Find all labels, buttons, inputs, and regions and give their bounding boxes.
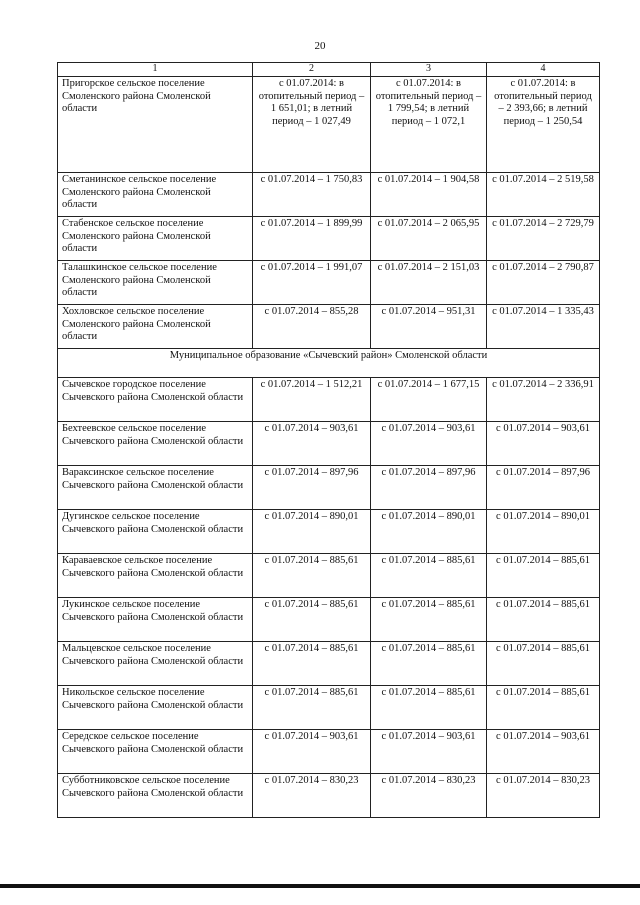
bottom-rule [0,884,640,888]
tariff-cell-col4: с 01.07.2014 – 903,61 [487,730,600,774]
tariff-cell-col2: с 01.07.2014 – 903,61 [253,422,371,466]
tariff-cell-col4: с 01.07.2014 – 885,61 [487,554,600,598]
tariff-cell-col4: с 01.07.2014 – 2 336,91 [487,378,600,422]
table-row [58,261,600,305]
tariff-cell-col3: с 01.07.2014 – 897,96 [371,466,487,510]
settlement-name-cell: Стабенское сельское поселение Смоленского района Смоленской области [58,217,253,261]
settlement-name-cell: Вараксинское сельское поселение Сычевского района Смоленской области [58,466,253,510]
column-header-3: 3 [371,63,487,77]
tariff-cell-col3: с 01.07.2014 – 890,01 [371,510,487,554]
settlement-name-cell: Середское сельское поселение Сычевского района Смоленской области [58,730,253,774]
table-row [58,466,600,510]
tariff-cell-col4: с 01.07.2014 – 903,61 [487,422,600,466]
table-row [58,598,600,642]
settlement-name-cell: Никольское сельское поселение Сычевского района Смоленской области [58,686,253,730]
settlement-name-cell: Субботниковское сельское поселение Сычевского района Смоленской области [58,774,253,818]
tariff-cell-col3: с 01.07.2014 – 903,61 [371,730,487,774]
table-row [58,217,600,261]
table-row [58,642,600,686]
tariff-cell-col4: с 01.07.2014 – 885,61 [487,642,600,686]
settlement-name-cell: Караваевское сельское поселение Сычевского района Смоленской области [58,554,253,598]
tariff-cell-col4: с 01.07.2014 – 897,96 [487,466,600,510]
tariff-cell-col2: с 01.07.2014 – 1 991,07 [253,261,371,305]
settlement-name-cell: Мальцевское сельское поселение Сычевского района Смоленской области [58,642,253,686]
settlement-name-cell: Хохловское сельское поселение Смоленского района Смоленской области [58,305,253,349]
tariff-cell-col4: с 01.07.2014 – 885,61 [487,598,600,642]
table-row [58,378,600,422]
tariff-cell-col4: с 01.07.2014 – 2 790,87 [487,261,600,305]
tariff-cell-col3: с 01.07.2014 – 885,61 [371,686,487,730]
tariff-cell-col3: с 01.07.2014 – 885,61 [371,554,487,598]
tariff-cell-col3: с 01.07.2014: в отопительный период – 1 799,54; в летний период – 1 072,1 [371,77,487,173]
page-number: 20 [314,40,326,52]
table-body [58,77,600,818]
table-row [58,422,600,466]
table-row [58,774,600,818]
tariff-cell-col2: с 01.07.2014 – 897,96 [253,466,371,510]
table-row [58,554,600,598]
tariff-cell-col2: с 01.07.2014 – 1 899,99 [253,217,371,261]
tariff-cell-col4: с 01.07.2014 – 2 519,58 [487,173,600,217]
tariff-cell-col2: с 01.07.2014: в отопительный период – 1 651,01; в летний период – 1 027,49 [253,77,371,173]
table-header-row [58,63,600,77]
tariff-cell-col3: с 01.07.2014 – 1 904,58 [371,173,487,217]
table-row [58,730,600,774]
tariff-cell-col3: с 01.07.2014 – 885,61 [371,598,487,642]
settlement-name-cell: Пригорское сельское поселение Смоленского района Смоленской области [58,77,253,173]
tariff-cell-col3: с 01.07.2014 – 951,31 [371,305,487,349]
tariff-cell-col3: с 01.07.2014 – 1 677,15 [371,378,487,422]
tariff-cell-col4: с 01.07.2014 – 885,61 [487,686,600,730]
table-row [58,510,600,554]
settlement-name-cell: Талашкинское сельское поселение Смоленского района Смоленской области [58,261,253,305]
tariff-cell-col2: с 01.07.2014 – 830,23 [253,774,371,818]
tariff-table [57,62,600,818]
tariff-cell-col2: с 01.07.2014 – 885,61 [253,554,371,598]
tariff-cell-col3: с 01.07.2014 – 830,23 [371,774,487,818]
table-row [58,305,600,349]
tariff-cell-col3: с 01.07.2014 – 903,61 [371,422,487,466]
section-title: Муниципальное образование «Сычевский район» Смоленской области [58,349,600,378]
tariff-cell-col2: с 01.07.2014 – 1 512,21 [253,378,371,422]
column-header-2: 2 [253,63,371,77]
tariff-cell-col3: с 01.07.2014 – 2 151,03 [371,261,487,305]
tariff-cell-col2: с 01.07.2014 – 855,28 [253,305,371,349]
column-header-1: 1 [58,63,253,77]
tariff-cell-col2: с 01.07.2014 – 890,01 [253,510,371,554]
tariff-cell-col3: с 01.07.2014 – 885,61 [371,642,487,686]
tariff-cell-col3: с 01.07.2014 – 2 065,95 [371,217,487,261]
table-row [58,77,600,173]
column-header-4: 4 [487,63,600,77]
settlement-name-cell: Бехтеевское сельское поселение Сычевского района Смоленской области [58,422,253,466]
settlement-name-cell: Лукинское сельское поселение Сычевского района Смоленской области [58,598,253,642]
settlement-name-cell: Сычевское городское поселение Сычевского района Смоленской области [58,378,253,422]
tariff-cell-col2: с 01.07.2014 – 903,61 [253,730,371,774]
tariff-cell-col2: с 01.07.2014 – 885,61 [253,642,371,686]
tariff-cell-col4: с 01.07.2014: в отопительный период – 2 393,66; в летний период – 1 250,54 [487,77,600,173]
section-row [58,349,600,378]
tariff-cell-col4: с 01.07.2014 – 890,01 [487,510,600,554]
settlement-name-cell: Дугинское сельское поселение Сычевского района Смоленской области [58,510,253,554]
tariff-cell-col4: с 01.07.2014 – 2 729,79 [487,217,600,261]
table-row [58,173,600,217]
tariff-cell-col4: с 01.07.2014 – 1 335,43 [487,305,600,349]
tariff-cell-col2: с 01.07.2014 – 1 750,83 [253,173,371,217]
settlement-name-cell: Сметанинское сельское поселение Смоленского района Смоленской области [58,173,253,217]
tariff-cell-col4: с 01.07.2014 – 830,23 [487,774,600,818]
table-row [58,686,600,730]
tariff-cell-col2: с 01.07.2014 – 885,61 [253,598,371,642]
tariff-cell-col2: с 01.07.2014 – 885,61 [253,686,371,730]
